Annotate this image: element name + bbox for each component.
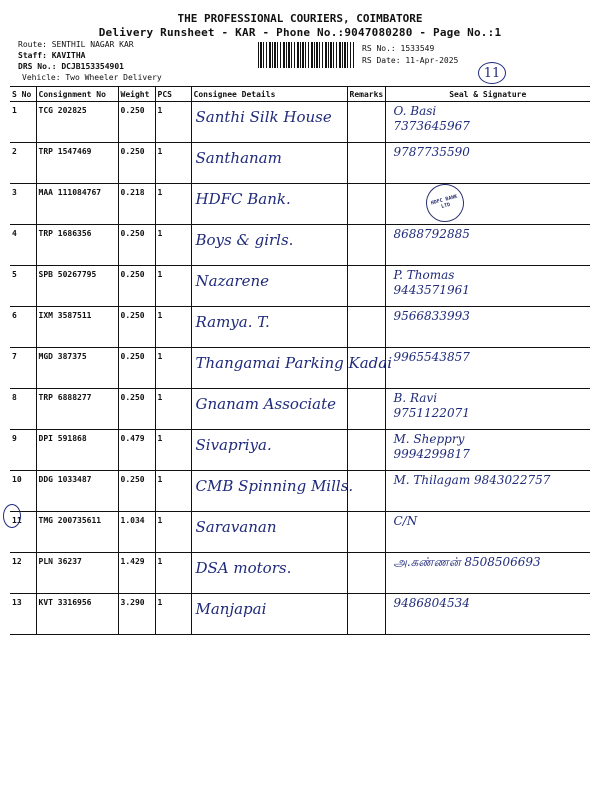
remarks-cell [347,225,385,266]
handwritten-consignee: Thangamai Parking Kadai [195,354,392,372]
row-11-circle-mark [3,504,21,528]
signature-cell [385,471,590,512]
signature-cell [385,225,590,266]
sno-cell: 1 [10,102,36,143]
circled-page-number: 11 [478,62,506,84]
signature-cell [385,143,590,184]
handwritten-signature: 9787735590 [393,145,470,159]
sno-cell: 8 [10,389,36,430]
signature-cell [385,348,590,389]
pcs-cell: 1 [155,471,191,512]
handwritten-consignee: Saravanan [195,518,277,536]
handwritten-signature: M. Sheppry 9994299817 [393,432,470,461]
consignee-cell [191,266,347,307]
weight-cell: 0.218 [118,184,155,225]
weight-cell: 0.250 [118,348,155,389]
consignment-cell: SPB 50267795 [36,266,118,307]
handwritten-signature: 9965543857 [393,350,470,364]
pcs-cell: 1 [155,430,191,471]
signature-cell [385,594,590,635]
remarks-cell [347,102,385,143]
weight-cell: 0.250 [118,307,155,348]
weight-cell: 0.250 [118,102,155,143]
table-row [10,184,590,225]
remarks-cell [347,553,385,594]
remarks-cell [347,512,385,553]
pcs-cell: 1 [155,225,191,266]
consignee-cell [191,553,347,594]
table-row [10,307,590,348]
consignee-cell [191,307,347,348]
weight-cell: 0.250 [118,471,155,512]
remarks-cell [347,307,385,348]
table-row [10,471,590,512]
sno-cell: 10 [10,471,36,512]
handwritten-consignee: Manjapai [195,600,267,618]
rs-date-line: RS Date: 11-Apr-2025 [362,56,459,65]
table-row [10,430,590,471]
company-title: THE PROFESSIONAL COURIERS, COIMBATORE [177,12,423,25]
remarks-cell [347,266,385,307]
pcs-cell: 1 [155,389,191,430]
handwritten-consignee: Ramya. T. [195,313,270,331]
consignee-cell [191,225,347,266]
sno-cell: 2 [10,143,36,184]
consignment-cell: IXM 3587511 [36,307,118,348]
sno-cell: 4 [10,225,36,266]
table-row [10,594,590,635]
table-row [10,512,590,553]
table-row [10,225,590,266]
weight-cell: 1.429 [118,553,155,594]
pcs-cell: 1 [155,102,191,143]
signature-cell [385,307,590,348]
consignee-cell [191,430,347,471]
table-row [10,348,590,389]
handwritten-consignee: Gnanam Associate [195,395,336,413]
consignment-cell: TRP 1547469 [36,143,118,184]
route-line: Route: SENTHIL NAGAR KAR [18,40,134,49]
handwritten-signature: 9486804534 [393,596,470,610]
col-pcs: PCS [155,87,191,102]
runsheet-subtitle: Delivery Runsheet - KAR - Phone No.:9047080280 - Page No.:1 [98,26,502,39]
consignment-cell: MAA 111084767 [36,184,118,225]
consignment-cell: TRP 6888277 [36,389,118,430]
staff-line: Staff: KAVITHA [18,51,86,60]
pcs-cell: 1 [155,553,191,594]
signature-cell [385,266,590,307]
sno-cell: 13 [10,594,36,635]
consignment-cell: KVT 3316956 [36,594,118,635]
handwritten-consignee: CMB Spinning Mills. [195,477,354,495]
rs-no-line: RS No.: 1533549 [362,44,435,53]
sno-cell: 12 [10,553,36,594]
sno-cell: 5 [10,266,36,307]
vehicle-value: Two Wheeler Delivery [65,73,162,82]
remarks-cell [347,348,385,389]
route-value: SENTHIL NAGAR KAR [51,40,134,49]
pcs-cell: 1 [155,307,191,348]
handwritten-consignee: DSA motors. [195,559,292,577]
handwritten-signature: M. Thilagam 9843022757 [393,473,551,487]
col-weight: Weight [118,87,155,102]
consignment-cell: MGD 387375 [36,348,118,389]
remarks-cell [347,184,385,225]
table-row [10,553,590,594]
rs-no-value: 1533549 [400,44,435,53]
col-consignment: Consignment No [36,87,118,102]
pcs-cell: 1 [155,266,191,307]
signature-cell [385,512,590,553]
handwritten-signature: அ.கண்ணன் 8508506693 [393,555,541,569]
remarks-cell [347,594,385,635]
consignment-cell: TRP 1686356 [36,225,118,266]
weight-cell: 0.250 [118,225,155,266]
signature-cell [385,430,590,471]
vehicle-line: Vehicle: Two Wheeler Delivery [22,73,162,82]
handwritten-signature: C/N [393,514,418,528]
table-row [10,143,590,184]
col-signature: Seal & Signature [385,87,590,102]
pcs-cell: 1 [155,348,191,389]
col-consignee: Consignee Details [191,87,347,102]
runsheet-table [10,86,590,635]
signature-cell [385,102,590,143]
bank-seal-stamp: HDFC BANK LTD [421,180,468,227]
sno-cell: 9 [10,430,36,471]
weight-cell: 0.250 [118,266,155,307]
sno-cell: 11 [10,512,36,553]
consignee-cell [191,512,347,553]
table-row [10,102,590,143]
sno-cell: 7 [10,348,36,389]
handwritten-consignee: Boys & girls. [195,231,294,249]
col-sno: S No [10,87,36,102]
signature-cell [385,553,590,594]
rs-date-value: 11-Apr-2025 [405,56,459,65]
handwritten-signature: O. Basi 7373645967 [393,104,470,133]
sno-cell: 3 [10,184,36,225]
handwritten-consignee: Santhi Silk House [195,108,332,126]
weight-cell: 0.479 [118,430,155,471]
handwritten-consignee: HDFC Bank. [195,190,291,208]
handwritten-signature: P. Thomas 9443571961 [393,268,470,297]
remarks-cell [347,143,385,184]
pcs-cell: 1 [155,143,191,184]
barcode [258,42,354,68]
drs-line: DRS No.: DCJB153354901 [18,62,124,71]
handwritten-consignee: Santhanam [195,149,282,167]
table-header-row [10,87,590,102]
pcs-cell: 1 [155,512,191,553]
weight-cell: 0.250 [118,389,155,430]
consignee-cell [191,143,347,184]
handwritten-consignee: Sivapriya. [195,436,272,454]
pcs-cell: 1 [155,594,191,635]
consignment-cell: DPI 591868 [36,430,118,471]
signature-cell [385,389,590,430]
drs-value: DCJB153354901 [61,62,124,71]
staff-value: KAVITHA [51,51,86,60]
consignee-cell [191,471,354,512]
table-row [10,266,590,307]
table-row [10,389,590,430]
consignee-cell [191,594,347,635]
handwritten-consignee: Nazarene [195,272,269,290]
consignee-cell [191,348,392,389]
consignment-cell: TMG 200735611 [36,512,118,553]
weight-cell: 0.250 [118,143,155,184]
handwritten-signature: B. Ravi 9751122071 [393,391,470,420]
handwritten-signature: 8688792885 [393,227,470,241]
consignee-cell [191,102,347,143]
weight-cell: 1.034 [118,512,155,553]
remarks-cell [347,471,385,512]
remarks-cell [347,389,385,430]
sno-cell: 6 [10,307,36,348]
col-remarks: Remarks [347,87,385,102]
consignment-cell: TCG 202825 [36,102,118,143]
consignee-cell [191,389,347,430]
handwritten-signature: 9566833993 [393,309,470,323]
consignment-cell: DDG 1033487 [36,471,118,512]
remarks-cell [347,430,385,471]
consignee-cell [191,184,347,225]
consignment-cell: PLN 36237 [36,553,118,594]
pcs-cell: 1 [155,184,191,225]
signature-cell [385,184,590,225]
weight-cell: 3.290 [118,594,155,635]
